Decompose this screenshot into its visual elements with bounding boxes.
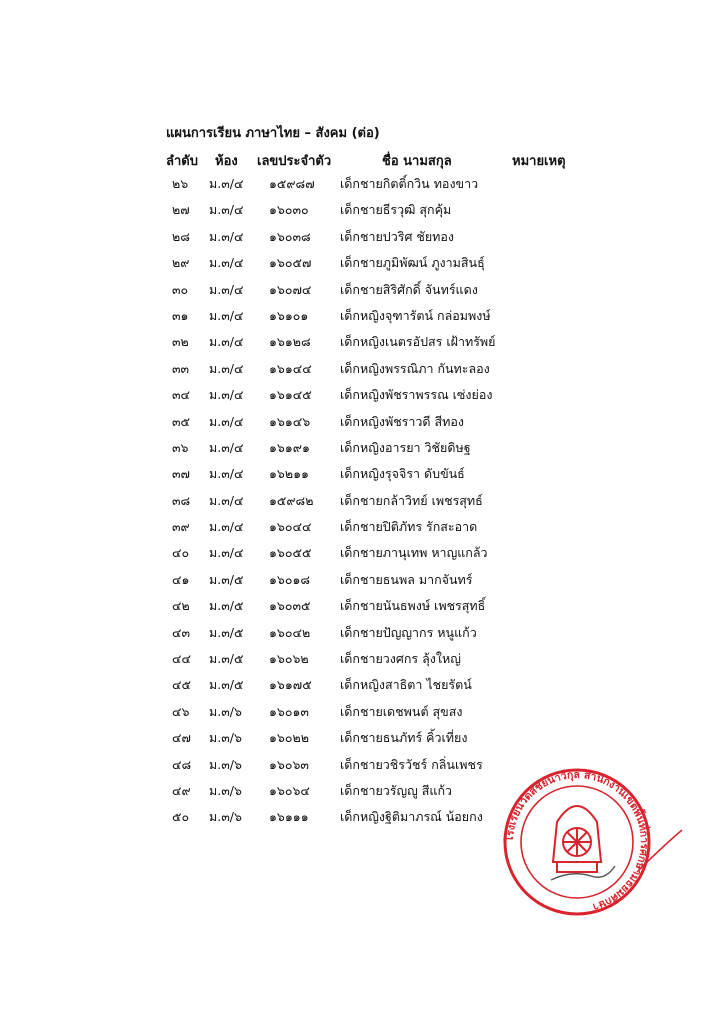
row-order: ๒๖ bbox=[172, 176, 189, 191]
row-student-id: ๑๖๐๓๘ bbox=[269, 228, 311, 244]
table-row bbox=[0, 357, 728, 383]
row-name: เด็กหญิงสาธิตา ไชยรัตน์ bbox=[340, 677, 472, 693]
row-room: ม.๓/๔ bbox=[209, 202, 244, 218]
row-order: ๓๕ bbox=[172, 413, 191, 429]
row-order: ๔๙ bbox=[172, 782, 191, 798]
table-row bbox=[0, 304, 728, 330]
row-room: ม.๓/๔ bbox=[209, 439, 244, 455]
row-order: ๒๙ bbox=[172, 255, 190, 271]
table-row bbox=[0, 251, 728, 277]
row-student-id: ๑๖๒๑๑ bbox=[269, 466, 309, 482]
row-room: ม.๓/๔ bbox=[209, 255, 244, 271]
document-title: แผนการเรียน ภาษาไทย – สังคม (ต่อ) bbox=[166, 126, 380, 141]
row-student-id: ๑๖๑๙๑ bbox=[269, 439, 310, 455]
row-student-id: ๑๖๑๐๑ bbox=[269, 307, 309, 323]
school-seal-stamp bbox=[487, 762, 687, 922]
row-order: ๔๔ bbox=[172, 651, 191, 667]
row-name: เด็กหญิงเนตรอัปสร เฝ้าทรัพย์ bbox=[340, 334, 496, 350]
row-room: ม.๓/๔ bbox=[209, 228, 244, 244]
row-name: เด็กชายภูมิพัฒน์ ภูงามสินธุ์ bbox=[340, 255, 485, 271]
row-room: ม.๓/๔ bbox=[209, 519, 244, 535]
row-name: เด็กชายวรัญญู สีแก้ว bbox=[340, 782, 453, 798]
row-student-id: ๑๖๐๖๔ bbox=[269, 782, 310, 798]
row-name: เด็กชายนันธพงษ์ เพชรสุทธิ์ bbox=[340, 598, 486, 614]
row-student-id: ๑๖๐๖๒ bbox=[269, 651, 309, 667]
row-name: เด็กชายปวริศ ชัยทอง bbox=[340, 228, 455, 244]
row-order: ๔๕ bbox=[172, 677, 191, 693]
table-row bbox=[0, 489, 728, 515]
table-row bbox=[0, 700, 728, 726]
row-name: เด็กหญิงฐิติมาภรณ์ น้อยกง bbox=[340, 809, 483, 825]
row-room: ม.๓/๖ bbox=[209, 730, 242, 746]
row-name: เด็กหญิงพัชราพรรณ เซ่งย่อง bbox=[340, 387, 493, 403]
row-room: ม.๓/๔ bbox=[209, 176, 244, 191]
row-order: ๓๘ bbox=[172, 492, 191, 508]
row-room: ม.๓/๔ bbox=[209, 307, 244, 323]
row-order: ๔๖ bbox=[172, 703, 190, 719]
row-name: เด็กชายปิติภัทร รักสะอาด bbox=[340, 519, 478, 535]
row-order: ๓๔ bbox=[172, 387, 191, 403]
row-order: ๓๗ bbox=[172, 466, 190, 482]
table-row bbox=[0, 436, 728, 462]
student-list bbox=[0, 172, 728, 832]
row-student-id: ๑๖๐๖๓ bbox=[269, 756, 309, 772]
row-name: เด็กชายธนภัทร์ คิ้วเที่ยง bbox=[340, 730, 468, 746]
row-order: ๔๐ bbox=[172, 545, 190, 561]
table-row bbox=[0, 515, 728, 541]
table-row bbox=[0, 383, 728, 409]
row-order: ๒๘ bbox=[172, 228, 190, 244]
row-student-id: ๑๖๐๑๘ bbox=[269, 571, 311, 587]
row-order: ๓๓ bbox=[172, 360, 190, 376]
row-room: ม.๓/๕ bbox=[209, 677, 244, 693]
row-room: ม.๓/๖ bbox=[209, 782, 242, 798]
row-room: ม.๓/๔ bbox=[209, 466, 244, 482]
row-student-id: ๑๖๑๒๘ bbox=[269, 334, 311, 350]
row-order: ๔๒ bbox=[172, 598, 190, 614]
row-name: เด็กหญิงจุฑารัตน์ กล่อมพงษ์ bbox=[340, 307, 491, 323]
table-row bbox=[0, 330, 728, 356]
row-order: ๔๘ bbox=[172, 756, 192, 772]
table-row bbox=[0, 647, 728, 673]
row-student-id: ๑๖๐๕๕ bbox=[269, 545, 312, 561]
header-order: ลำดับ bbox=[166, 154, 198, 169]
row-order: ๔๑ bbox=[172, 571, 190, 587]
row-student-id: ๑๖๑๔๕ bbox=[269, 387, 312, 403]
header-room: ห้อง bbox=[215, 154, 238, 169]
row-student-id: ๑๖๐๑๓ bbox=[269, 703, 309, 719]
row-name: เด็กชายธีรวุฒิ สุกคุ้ม bbox=[340, 202, 452, 218]
row-name: เด็กชายกิตติ์กวิน ทองขาว bbox=[340, 176, 479, 191]
row-name: เด็กหญิงอารยา วิชัยดิษฐ bbox=[340, 439, 471, 455]
row-name: เด็กหญิงพัชราวดี สีทอง bbox=[340, 413, 464, 429]
table-row bbox=[0, 172, 728, 198]
row-student-id: ๑๖๐๔๔ bbox=[269, 519, 312, 535]
row-room: ม.๓/๔ bbox=[209, 360, 244, 376]
header-name: ชื่อ นามสกุล bbox=[382, 154, 452, 169]
table-row bbox=[0, 410, 728, 436]
table-row bbox=[0, 594, 728, 620]
table-row bbox=[0, 673, 728, 699]
stamp-ring-text: โรงเรียนวัดสีชัยนาวิกุล สำนักงานเขตพื้นที่การศึกษามัธยมศึกษา bbox=[503, 768, 651, 913]
row-room: ม.๓/๕ bbox=[209, 571, 244, 587]
row-student-id: ๑๖๑๗๕ bbox=[269, 677, 312, 693]
row-name: เด็กชายปัญญากร หนูแก้ว bbox=[340, 624, 477, 640]
row-order: ๓๒ bbox=[172, 334, 189, 350]
row-student-id: ๑๕๙๘๒ bbox=[269, 492, 314, 508]
table-row bbox=[0, 225, 728, 251]
row-student-id: ๑๖๑๔๔ bbox=[269, 360, 312, 376]
row-room: ม.๓/๔ bbox=[209, 334, 244, 350]
table-row bbox=[0, 726, 728, 752]
header-student-id: เลขประจำตัว bbox=[257, 154, 332, 169]
row-room: ม.๓/๖ bbox=[209, 756, 242, 772]
table-row bbox=[0, 568, 728, 594]
row-room: ม.๓/๔ bbox=[209, 387, 244, 403]
row-student-id: ๑๖๐๓๐ bbox=[269, 202, 309, 218]
table-row bbox=[0, 541, 728, 567]
table-row bbox=[0, 621, 728, 647]
row-name: เด็กชายธนพล มากจันทร์ bbox=[340, 571, 473, 587]
row-name: เด็กหญิงรุจจิรา ดับขันธ์ bbox=[340, 466, 465, 482]
row-room: ม.๓/๔ bbox=[209, 413, 244, 429]
row-name: เด็กชายสิริศักดิ์ จันทร์แดง bbox=[340, 281, 478, 297]
row-order: ๔๓ bbox=[172, 624, 191, 640]
row-room: ม.๓/๕ bbox=[209, 651, 244, 667]
row-order: ๕๐ bbox=[172, 809, 190, 825]
row-student-id: ๑๕๙๘๗ bbox=[269, 176, 315, 191]
row-name: เด็กชายภานุเทพ หาญแกล้ว bbox=[340, 545, 488, 561]
row-student-id: ๑๖๐๕๗ bbox=[269, 255, 312, 271]
row-room: ม.๓/๔ bbox=[209, 281, 244, 297]
table-row bbox=[0, 462, 728, 488]
row-room: ม.๓/๕ bbox=[209, 624, 244, 640]
row-order: ๓๐ bbox=[172, 281, 189, 297]
row-order: ๔๗ bbox=[172, 730, 191, 746]
table-row bbox=[0, 198, 728, 224]
row-name: เด็กชายวงศกร ลุ้งใหญ่ bbox=[340, 651, 461, 667]
row-room: ม.๓/๕ bbox=[209, 598, 244, 614]
row-order: ๓๙ bbox=[172, 519, 190, 535]
row-order: ๓๑ bbox=[172, 307, 189, 323]
row-student-id: ๑๖๑๔๖ bbox=[269, 413, 311, 429]
row-room: ม.๓/๖ bbox=[209, 809, 242, 825]
row-order: ๒๗ bbox=[172, 202, 190, 218]
row-student-id: ๑๖๐๔๒ bbox=[269, 624, 311, 640]
table-row bbox=[0, 278, 728, 304]
row-name: เด็กหญิงพรรณิภา กันทะลอง bbox=[340, 360, 490, 376]
header-remark: หมายเหตุ bbox=[512, 154, 566, 169]
row-order: ๓๖ bbox=[172, 439, 189, 455]
row-room: ม.๓/๔ bbox=[209, 492, 244, 508]
row-student-id: ๑๖๐๓๕ bbox=[269, 598, 311, 614]
row-room: ม.๓/๖ bbox=[209, 703, 242, 719]
row-student-id: ๑๖๑๑๑ bbox=[269, 809, 309, 825]
row-student-id: ๑๖๐๒๒ bbox=[269, 730, 309, 746]
row-room: ม.๓/๔ bbox=[209, 545, 244, 561]
row-name: เด็กชายเดชพนต์ สุขสง bbox=[340, 703, 463, 719]
row-name: เด็กชายวชิรวัชร์ กลิ่นเพชร bbox=[340, 756, 483, 772]
row-student-id: ๑๖๐๗๔ bbox=[269, 281, 312, 297]
row-name: เด็กชายกล้าวิทย์ เพชรสุทธ์ bbox=[340, 492, 483, 508]
